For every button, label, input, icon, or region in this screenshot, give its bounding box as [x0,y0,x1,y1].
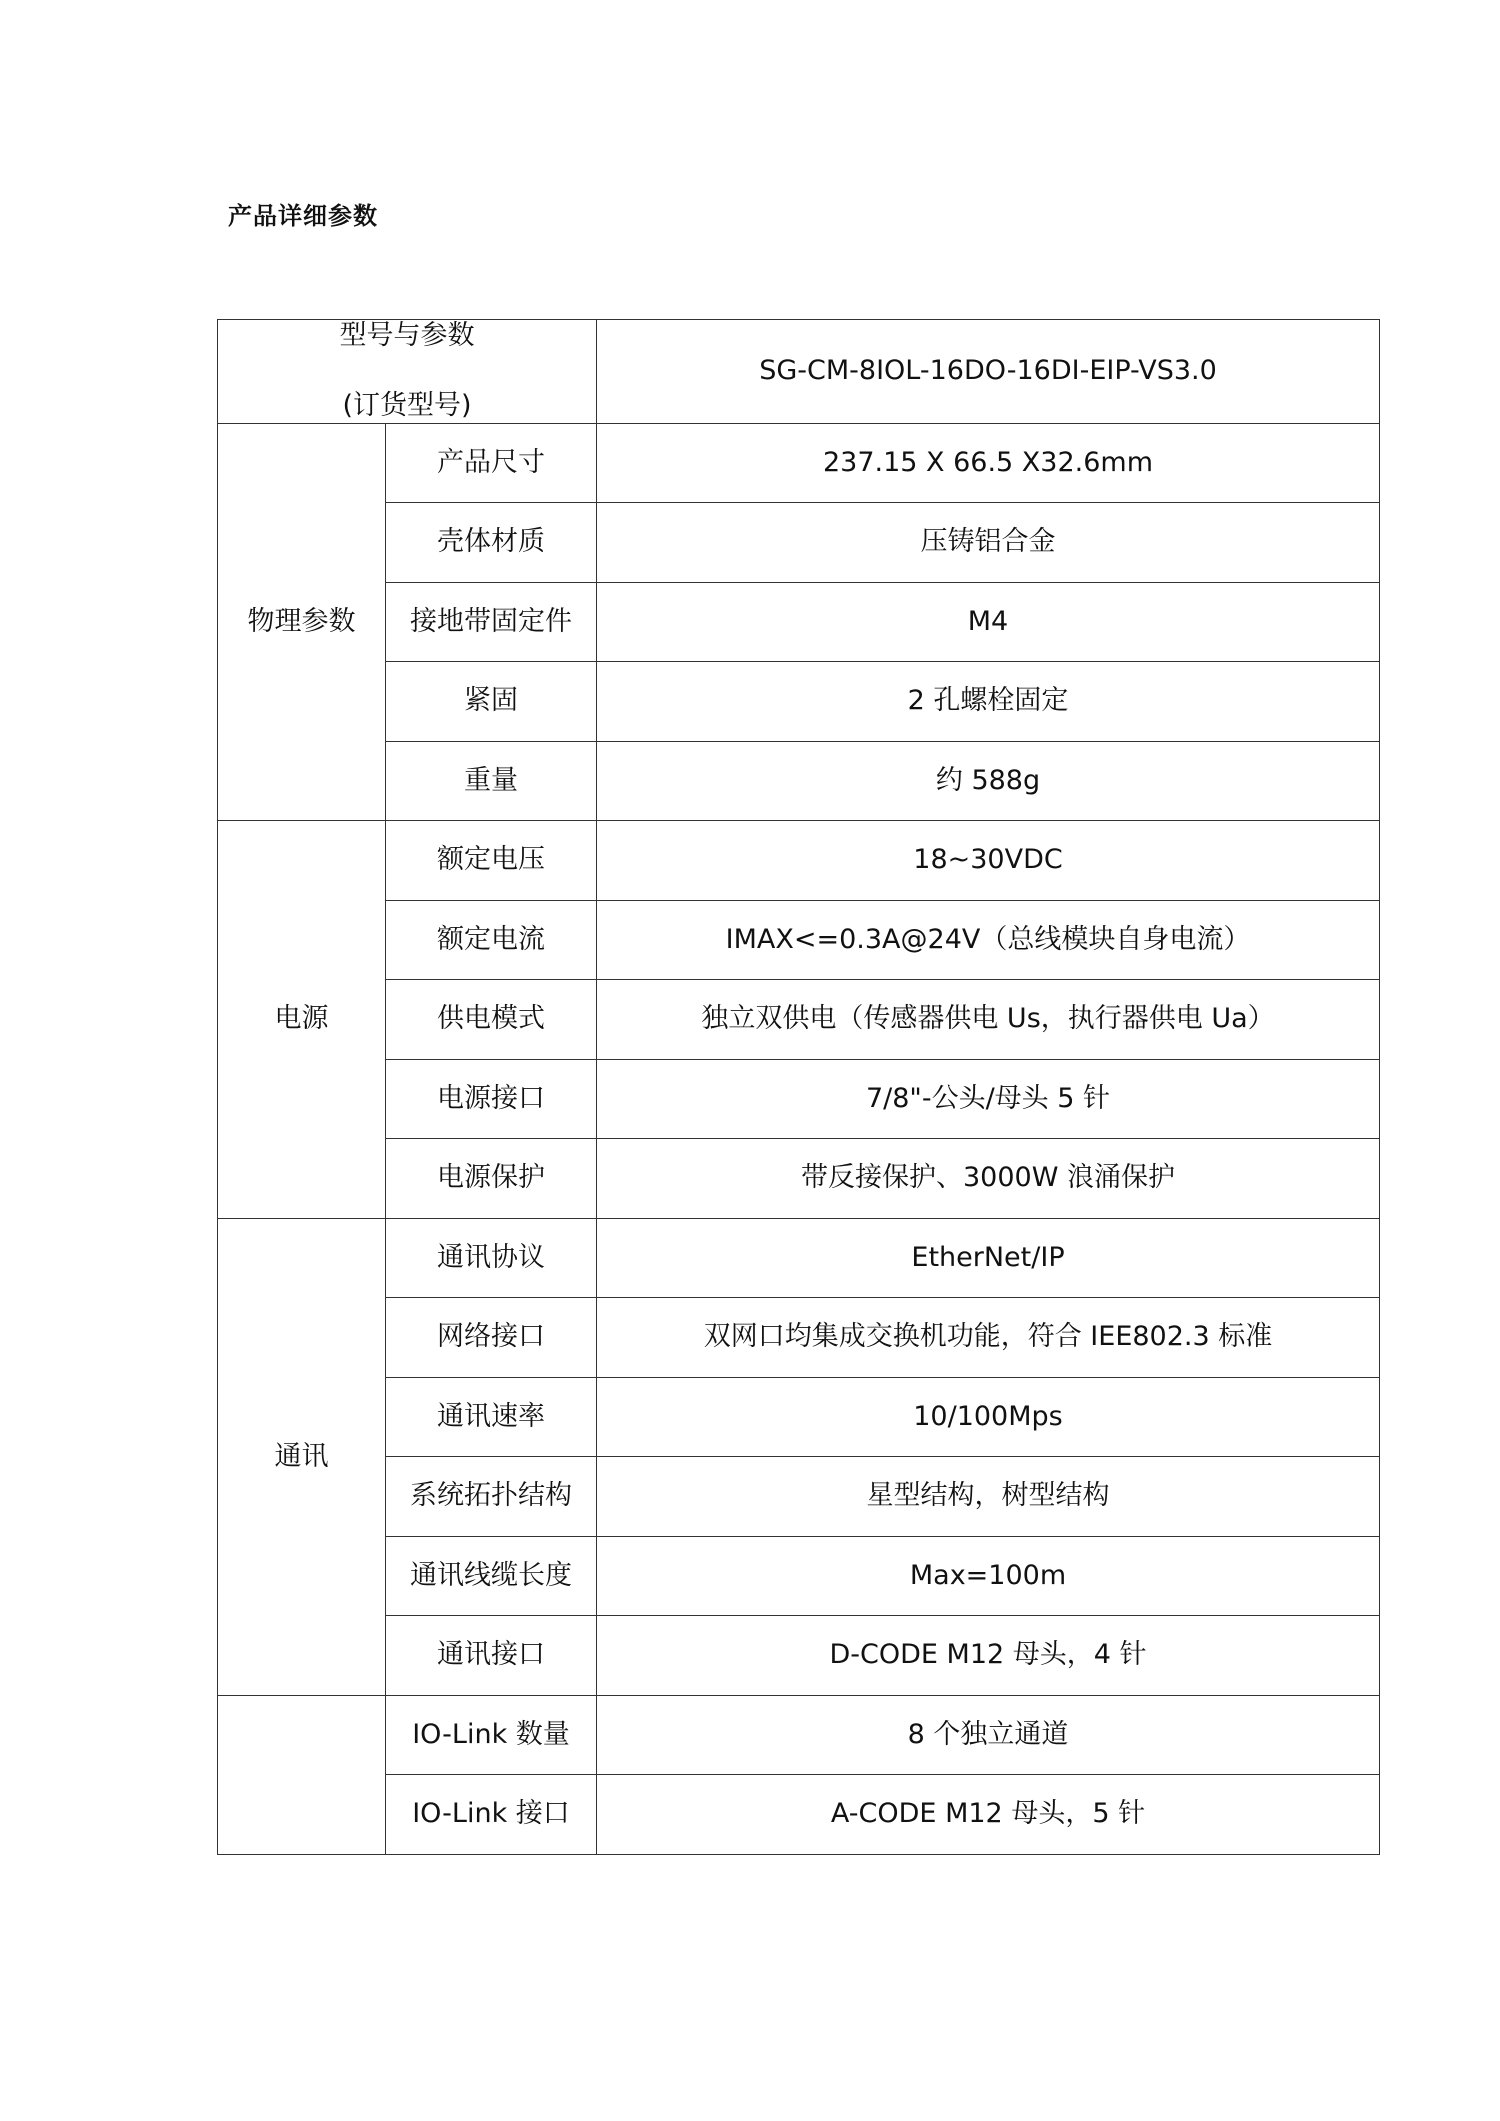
model-label-sub: (订货型号) [342,390,472,422]
group-label-iolink [218,1695,386,1854]
table-row [218,900,1380,980]
table-row [218,980,1380,1060]
param-name: 通讯线缆长度 [386,1536,597,1616]
group-label-physical: 物理参数 [218,423,386,821]
param-name: 紧固 [386,662,597,742]
table-row [218,503,1380,583]
param-name: 额定电流 [386,900,597,980]
param-value: 独立双供电（传感器供电 Us，执行器供电 Ua） [597,980,1380,1060]
table-row [218,1457,1380,1537]
param-name: 通讯接口 [386,1616,597,1696]
param-name: 供电模式 [386,980,597,1060]
param-value: EtherNet/IP [597,1218,1380,1298]
table-row [218,1059,1380,1139]
param-value: 18~30VDC [597,821,1380,901]
param-name: 系统拓扑结构 [386,1457,597,1537]
group-label-communication: 通讯 [218,1218,386,1695]
param-value: 8 个独立通道 [597,1695,1380,1775]
param-value: 星型结构，树型结构 [597,1457,1380,1537]
param-name: 壳体材质 [386,503,597,583]
model-value: SG-CM-8IOL-16DO-16DI-EIP-VS3.0 [597,320,1380,424]
table-row [218,1695,1380,1775]
param-value: A-CODE M12 母头，5 针 [597,1775,1380,1855]
spec-table [217,319,1380,1855]
table-row [218,1139,1380,1219]
param-name: 网络接口 [386,1298,597,1378]
param-name: 通讯速率 [386,1377,597,1457]
param-name: IO-Link 数量 [386,1695,597,1775]
param-name: 产品尺寸 [386,423,597,503]
param-name: 通讯协议 [386,1218,597,1298]
param-name: 电源接口 [386,1059,597,1139]
param-name: IO-Link 接口 [386,1775,597,1855]
table-row [218,1377,1380,1457]
param-value: 约 588g [597,741,1380,821]
table-row [218,582,1380,662]
table-row [218,662,1380,742]
param-name: 接地带固定件 [386,582,597,662]
table-row [218,741,1380,821]
param-value: 2 孔螺栓固定 [597,662,1380,742]
param-value: 带反接保护、3000W 浪涌保护 [597,1139,1380,1219]
table-row [218,1616,1380,1696]
param-value: M4 [597,582,1380,662]
group-label-power: 电源 [218,821,386,1219]
table-row-model [218,320,1380,424]
param-value: IMAX<=0.3A@24V（总线模块自身电流） [597,900,1380,980]
model-label: 型号与参数 [339,320,475,351]
param-value: 10/100Mps [597,1377,1380,1457]
table-row [218,1775,1380,1855]
param-value: D-CODE M12 母头，4 针 [597,1616,1380,1696]
page-title: 产品详细参数 [228,202,378,230]
table-row [218,1218,1380,1298]
param-value: 237.15 X 66.5 X32.6mm [597,423,1380,503]
param-value: Max=100m [597,1536,1380,1616]
table-row [218,423,1380,503]
param-name: 重量 [386,741,597,821]
table-row [218,1298,1380,1378]
param-value: 7/8"-公头/母头 5 针 [597,1059,1380,1139]
param-value: 压铸铝合金 [597,503,1380,583]
table-row [218,821,1380,901]
model-label-cell [218,320,597,424]
table-row [218,1536,1380,1616]
param-value: 双网口均集成交换机功能，符合 IEE802.3 标准 [597,1298,1380,1378]
param-name: 电源保护 [386,1139,597,1219]
param-name: 额定电压 [386,821,597,901]
